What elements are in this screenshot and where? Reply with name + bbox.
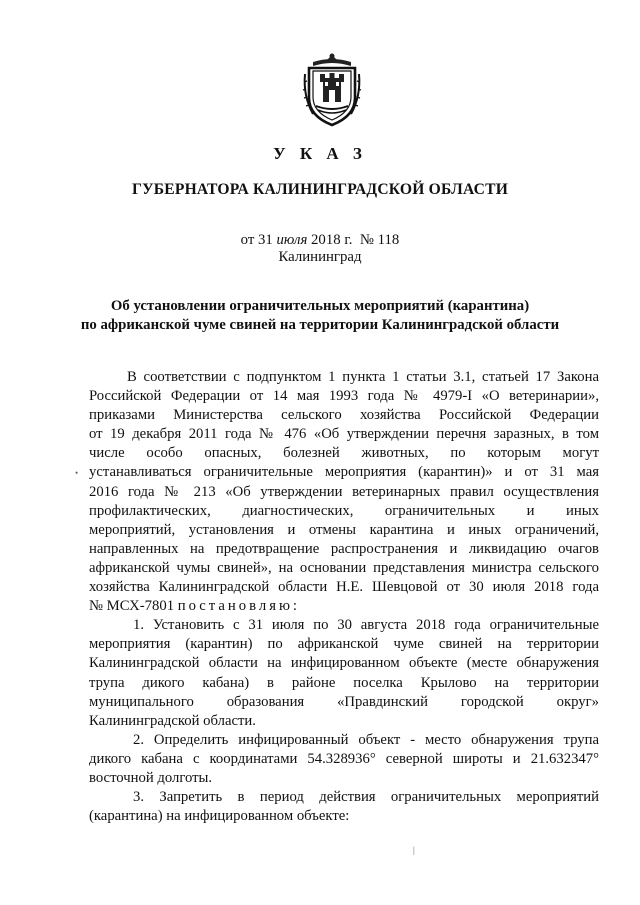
scan-dot: • xyxy=(75,468,79,478)
body-line xyxy=(89,597,599,616)
scan-tick: | xyxy=(413,845,415,855)
body-line: хозяйства Калининградской области Н.Е. Шевцовой от 30 июля 2018 года xyxy=(89,579,599,596)
body-line: 2016 года № 213 «Об утверждении ветеринарных правил осуществления xyxy=(89,483,599,500)
body-line: числе особо опасных, болезней животных, по которым могут xyxy=(89,445,599,462)
body-line: 2. Определить инфицированный объект - место обнаружения трупа xyxy=(133,731,599,748)
decree-number: 118 xyxy=(377,232,400,248)
body-line: трупа дикого кабана) в районе поселка Крылово на территории xyxy=(89,674,599,691)
body-line: муниципального образования «Правдинский городской округ» xyxy=(89,693,599,710)
date-day: 31 xyxy=(258,232,273,248)
resolution-word: постановляю: xyxy=(177,598,301,615)
body-line: Калининградской области на инфицированном объекте (месте обнаружения xyxy=(89,655,599,672)
body-line: африканской чумы свиней», на основании представления министра сельского xyxy=(89,559,599,576)
body-line: от 19 декабря 2011 года № 476 «Об утверждении перечня заразных, в том xyxy=(89,426,599,443)
body-line: В соответствии с подпунктом 1 пункта 1 статьи 3.1, статьей 17 Закона xyxy=(127,369,599,385)
body-line: (карантина) на инфицированном объекте: xyxy=(89,808,350,825)
body-line: Российской Федерации от 14 мая 1993 года № 4979-I «О ветеринарии», xyxy=(89,388,599,405)
body-line: направленных на предотвращение распространения и ликвидацию очагов xyxy=(89,540,599,557)
coat-of-arms-emblem xyxy=(299,52,365,128)
body-line: приказами Министерства сельского хозяйства Российской Федерации xyxy=(89,407,599,424)
body-line: профилактических, диагностических, ограничительных и иных xyxy=(89,502,599,519)
date-prefix: от xyxy=(240,232,255,248)
body-line: Калининградской области. xyxy=(89,712,256,729)
body-line: мероприятия (карантин) по африканской чуме свиней на территории xyxy=(89,636,599,653)
body-line: мероприятий, установления и отмены карантина и иных ограничений, xyxy=(89,521,599,538)
body-line: дикого кабана с координатами 54.328936° северной широты и 21.632347° xyxy=(89,750,599,767)
decree-issuer: ГУБЕРНАТОРА КАЛИНИНГРАДСКОЙ ОБЛАСТИ xyxy=(131,181,509,198)
number-sign: № xyxy=(359,232,374,248)
decree-date-line xyxy=(0,232,640,249)
decree-city: Калининград xyxy=(278,249,362,265)
date-year: 2018 г. xyxy=(311,232,353,248)
decree-heading-line-2: по африканской чуме свиней на территории Калининградской области xyxy=(80,317,560,333)
body-line: 3. Запретить в период действия ограничительных мероприятий xyxy=(133,789,599,806)
body-line: восточной долготы. xyxy=(89,769,213,786)
decree-heading-line-1: Об установлении ограничительных мероприятий (карантина) xyxy=(110,298,530,314)
body-line: 1. Установить с 31 июля по 30 августа 2018 года ограничительные xyxy=(133,617,599,634)
decree-body xyxy=(89,368,599,826)
body-line: устанавливаться ограничительные мероприятия (карантин)» и от 31 мая xyxy=(89,464,599,481)
decree-title: У К А З xyxy=(273,144,367,163)
reference-number: № МСХ-7801 xyxy=(89,598,175,615)
date-month: июля xyxy=(276,232,308,248)
